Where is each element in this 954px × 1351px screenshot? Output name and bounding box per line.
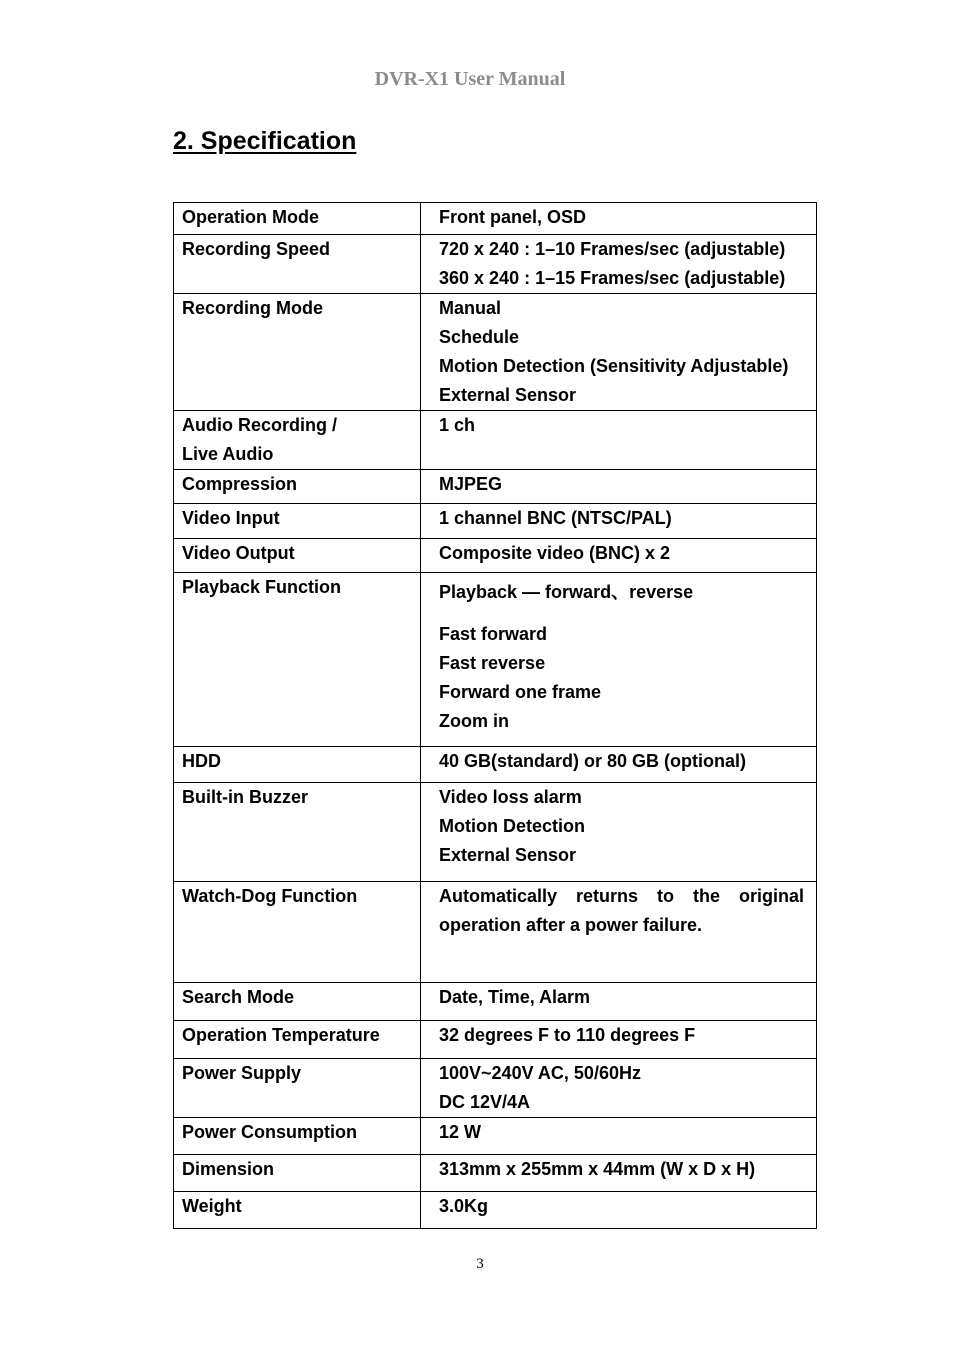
table-row — [174, 1021, 817, 1059]
page-number: 3 — [476, 1256, 484, 1272]
spec-label: HDD — [174, 747, 421, 783]
spec-label: Audio Recording / Live Audio — [174, 411, 421, 470]
spec-label: Dimension — [174, 1155, 421, 1192]
table-row — [174, 747, 817, 783]
spec-value: 100V~240V AC, 50/60Hz DC 12V/4A — [421, 1059, 817, 1118]
spec-label: Weight — [174, 1192, 421, 1229]
spec-value: 40 GB(standard) or 80 GB (optional) — [421, 747, 817, 783]
spec-label: Search Mode — [174, 983, 421, 1021]
spec-value: Playback — forward、reverse Fast forward Fast reverse Forward one frame Zoom in — [421, 573, 817, 747]
spec-value: 12 W — [421, 1118, 817, 1155]
spec-label: Video Output — [174, 539, 421, 573]
spec-label: Built-in Buzzer — [174, 783, 421, 882]
spec-value: Front panel, OSD — [421, 203, 817, 235]
spec-label: Playback Function — [174, 573, 421, 747]
table-row — [174, 983, 817, 1021]
spec-value: Composite video (BNC) x 2 — [421, 539, 817, 573]
spec-label: Watch-Dog Function — [174, 882, 421, 983]
spec-table — [173, 202, 817, 1229]
spec-value: 3.0Kg — [421, 1192, 817, 1229]
spec-value: 32 degrees F to 110 degrees F — [421, 1021, 817, 1059]
table-row — [174, 504, 817, 539]
table-row — [174, 783, 817, 882]
spec-value: MJPEG — [421, 470, 817, 504]
table-row — [174, 411, 817, 470]
table-row — [174, 1059, 817, 1118]
spec-value: Manual Schedule Motion Detection (Sensitivity Adjustable) External Sensor — [421, 294, 817, 411]
spec-label: Power Supply — [174, 1059, 421, 1118]
spec-label: Operation Temperature — [174, 1021, 421, 1059]
spec-value: Date, Time, Alarm — [421, 983, 817, 1021]
spec-value: 1 ch — [421, 411, 817, 470]
table-row — [174, 470, 817, 504]
table-row — [174, 539, 817, 573]
table-row — [174, 1155, 817, 1192]
spec-value: 720 x 240 : 1–10 Frames/sec (adjustable) 360 x 240 : 1–15 Frames/sec (adjustable) — [421, 235, 817, 294]
table-row — [174, 1118, 817, 1155]
table-row — [174, 203, 817, 235]
spec-label: Compression — [174, 470, 421, 504]
spec-label: Recording Mode — [174, 294, 421, 411]
page-header: DVR-X1 User Manual — [374, 68, 566, 90]
spec-value: Video loss alarm Motion Detection External Sensor — [421, 783, 817, 882]
table-row — [174, 294, 817, 411]
table-row — [174, 882, 817, 983]
spec-value: 1 channel BNC (NTSC/PAL) — [421, 504, 817, 539]
table-row — [174, 573, 817, 747]
table-row — [174, 235, 817, 294]
spec-label: Video Input — [174, 504, 421, 539]
spec-label: Recording Speed — [174, 235, 421, 294]
spec-value: Automatically returns to the original operation after a power failure. — [421, 882, 817, 983]
spec-label: Power Consumption — [174, 1118, 421, 1155]
spec-value: 313mm x 255mm x 44mm (W x D x H) — [421, 1155, 817, 1192]
table-row — [174, 1192, 817, 1229]
spec-label: Operation Mode — [174, 203, 421, 235]
section-title: 2. Specification — [173, 127, 357, 155]
